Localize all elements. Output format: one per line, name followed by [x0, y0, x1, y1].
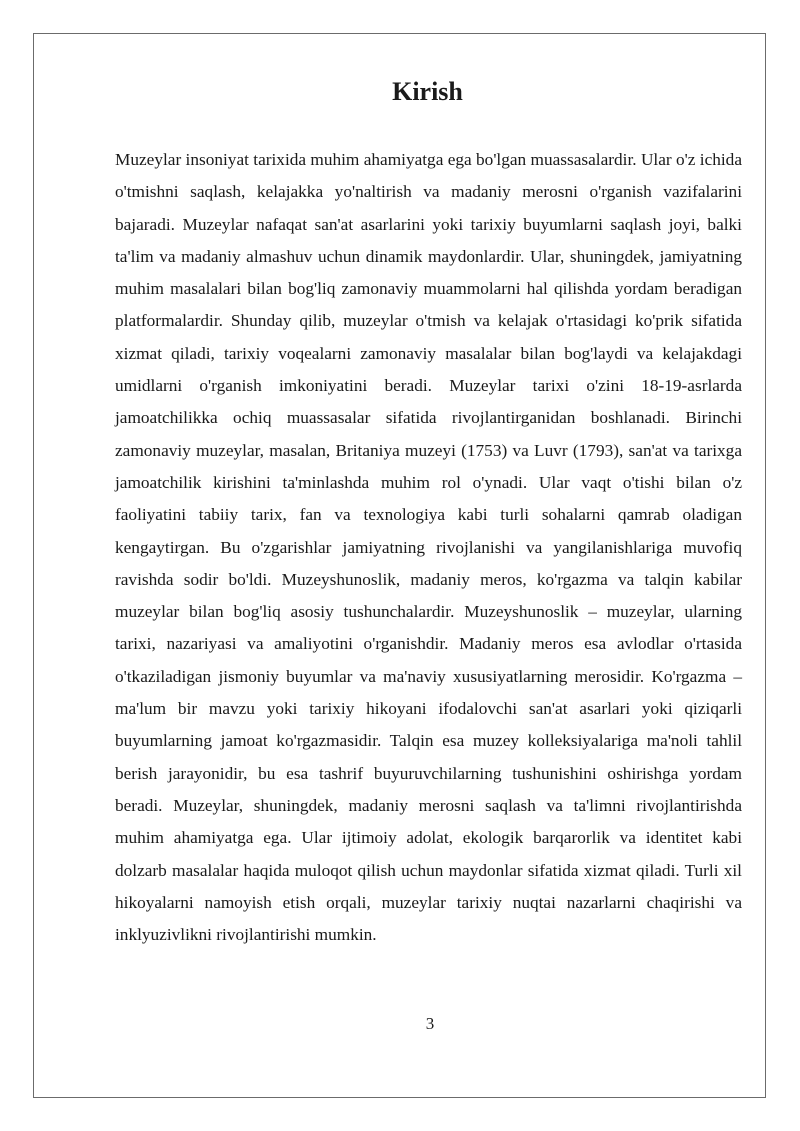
- page-title: Kirish: [392, 77, 463, 106]
- body-paragraph: Muzeylar insoniyat tarixida muhim ahamiyatga ega bo'lgan muassasalardir. Ular o'z ichida o'tmishni saqlash, kelajakka yo'naltirish va madaniy merosni o'rganish vazifalarini bajaradi. Muzeylar nafaqat san'at asarlarini yoki tarixiy buyumlarni saqlash joyi, balki ta'lim va madaniy almashuv uchun dinamik maydonlardir. Ular, shuningdek, jamiyatning muhim masalalari bilan bog'liq zamonaviy muammolarni hal qilishda yordam beradigan platformalardir. Shunday qilib, muzeylar o'tmish va kelajak o'rtasidagi ko'prik sifatida xizmat qiladi, tarixiy voqealarni zamonaviy masalalar bilan bog'laydi va kelajakdagi umidlarni o'rganish imkoniyatini beradi. Muzeylar tarixi o'zini 18-19-asrlarda jamoatchilikka ochiq muassasalar sifatida rivojlantirganidan boshlanadi. Birinchi zamonaviy muzeylar, masalan, Britaniya muzeyi (1753) va Luvr (1793), san'at va tarixga jamoatchilik kirishini ta'minlashda muhim rol o'ynadi. Ular vaqt o'tishi bilan o'z faoliyatini tabiiy tarix, fan va texnologiya kabi turli sohalarni qamrab oladigan kengaytirgan. Bu o'zgarishlar jamiyatning rivojlanishi va yangilanishlariga muvofiq ravishda sodir bo'ldi. Muzeyshunoslik, madaniy meros, ko'rgazma va talqin kabilar muzeylar bilan bog'liq asosiy tushunchalardir. Muzeyshunoslik – muzeylar, ularning tarixi, nazariyasi va amaliyotini o'rganishdir. Madaniy meros esa avlodlar o'rtasida o'tkaziladigan jismoniy buyumlar va ma'naviy xususiyatlarning merosidir. Ko'rgazma – ma'lum bir mavzu yoki tarixiy hikoyani ifodalovchi san'at asarlari yoki qiziqarli buyumlarning jamoat ko'rgazmasidir. Talqin esa muzey kolleksiyalariga ma'noli tahlil berish jarayonidir, bu esa tashrif buyuruvchilarning tushunishini oshirishga yordam beradi. Muzeylar, shuningdek, madaniy merosni saqlash va ta'limni rivojlantirishda muhim ahamiyatga ega. Ular ijtimoiy adolat, ekologik barqarorlik va identitet kabi dolzarb masalalar haqida muloqot qilish uchun maydonlar sifatida xizmat qiladi. Turli xil hikoyalarni namoyish etish orqali, muzeylar tarixiy nuqtai nazarlarni chaqirishi va inklyuzivlikni rivojlantirishi mumkin.: [115, 150, 742, 945]
- page-number: 3: [425, 1014, 435, 1033]
